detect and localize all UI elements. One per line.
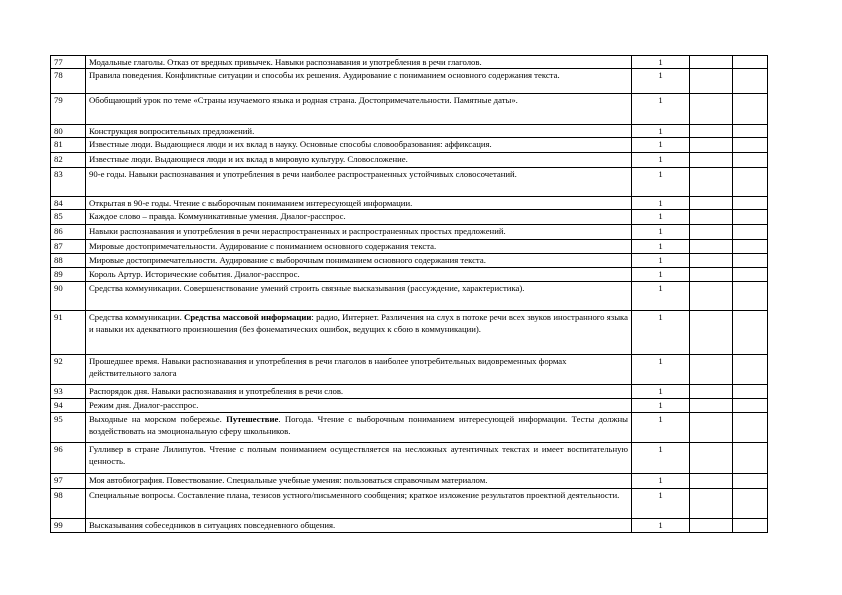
lesson-topic: Распорядок дня. Навыки распознавания и употребления в речи слов. bbox=[86, 385, 632, 399]
lesson-topic: Конструкция вопросительных предложений. bbox=[86, 125, 632, 138]
empty-cell bbox=[733, 240, 768, 254]
lesson-topic: Средства коммуникации. Совершенствование умений строить связные высказывания (рассуждение, характеристика). bbox=[86, 282, 632, 311]
lesson-hours: 1 bbox=[632, 197, 690, 210]
lesson-hours: 1 bbox=[632, 385, 690, 399]
lesson-topic: Обобщающий урок по теме «Страны изучаемого языка и родная страна. Достопримечательности. Памятные даты». bbox=[86, 94, 632, 125]
topic-text: Выходные на морском побережье. bbox=[89, 414, 227, 424]
table-row bbox=[51, 210, 768, 225]
empty-cell bbox=[733, 443, 768, 474]
lesson-hours: 1 bbox=[632, 489, 690, 519]
empty-cell bbox=[690, 240, 733, 254]
lesson-topic: Известные люди. Выдающиеся люди и их вклад в науку. Основные способы словообразования: аффиксация. bbox=[86, 138, 632, 153]
table-row bbox=[51, 240, 768, 254]
empty-cell bbox=[733, 69, 768, 94]
table-row bbox=[51, 125, 768, 138]
lesson-topic bbox=[86, 311, 632, 355]
lesson-number: 88 bbox=[51, 254, 86, 268]
lesson-number: 89 bbox=[51, 268, 86, 282]
empty-cell bbox=[690, 56, 733, 69]
empty-cell bbox=[733, 355, 768, 385]
empty-cell bbox=[733, 474, 768, 489]
empty-cell bbox=[733, 399, 768, 413]
lesson-topic: Режим дня. Диалог-расспрос. bbox=[86, 399, 632, 413]
lesson-hours: 1 bbox=[632, 282, 690, 311]
lesson-number: 84 bbox=[51, 197, 86, 210]
lesson-hours: 1 bbox=[632, 268, 690, 282]
table-row bbox=[51, 443, 768, 474]
empty-cell bbox=[690, 282, 733, 311]
topic-text: Средства коммуникации. bbox=[89, 312, 185, 322]
lesson-number: 93 bbox=[51, 385, 86, 399]
empty-cell bbox=[690, 443, 733, 474]
empty-cell bbox=[733, 268, 768, 282]
lesson-number: 95 bbox=[51, 413, 86, 443]
empty-cell bbox=[690, 94, 733, 125]
empty-cell bbox=[733, 197, 768, 210]
table-row bbox=[51, 69, 768, 94]
topic-text-bold: Путешествие bbox=[226, 414, 279, 424]
lesson-hours: 1 bbox=[632, 311, 690, 355]
empty-cell bbox=[733, 138, 768, 153]
empty-cell bbox=[733, 56, 768, 69]
empty-cell bbox=[733, 489, 768, 519]
empty-cell bbox=[690, 489, 733, 519]
table-row bbox=[51, 153, 768, 168]
lesson-plan-table bbox=[50, 55, 768, 533]
empty-cell bbox=[690, 474, 733, 489]
topic-text-bold: Средства массовой информации bbox=[184, 312, 312, 322]
lesson-hours: 1 bbox=[632, 153, 690, 168]
lesson-topic: Мировые достопримечательности. Аудирование с пониманием основного содержания текста. bbox=[86, 240, 632, 254]
lesson-topic: Открытая в 90-е годы. Чтение с выборочным пониманием интересующей информации. bbox=[86, 197, 632, 210]
lesson-number: 94 bbox=[51, 399, 86, 413]
lesson-topic: Моя автобиография. Повествование. Специальные учебные умения: пользоваться справочным материалом. bbox=[86, 474, 632, 489]
lesson-hours: 1 bbox=[632, 413, 690, 443]
lesson-number: 87 bbox=[51, 240, 86, 254]
table-row bbox=[51, 56, 768, 69]
empty-cell bbox=[733, 168, 768, 197]
empty-cell bbox=[733, 311, 768, 355]
empty-cell bbox=[733, 282, 768, 311]
lesson-number: 99 bbox=[51, 519, 86, 533]
empty-cell bbox=[690, 138, 733, 153]
empty-cell bbox=[690, 413, 733, 443]
lesson-number: 81 bbox=[51, 138, 86, 153]
lesson-hours: 1 bbox=[632, 474, 690, 489]
empty-cell bbox=[733, 210, 768, 225]
empty-cell bbox=[733, 254, 768, 268]
lesson-number: 91 bbox=[51, 311, 86, 355]
table-row bbox=[51, 399, 768, 413]
empty-cell bbox=[733, 94, 768, 125]
lesson-topic bbox=[86, 413, 632, 443]
table-row bbox=[51, 138, 768, 153]
table-row bbox=[51, 311, 768, 355]
table-row bbox=[51, 355, 768, 385]
empty-cell bbox=[690, 210, 733, 225]
empty-cell bbox=[690, 153, 733, 168]
lesson-hours: 1 bbox=[632, 69, 690, 94]
empty-cell bbox=[690, 311, 733, 355]
lesson-number: 96 bbox=[51, 443, 86, 474]
lesson-hours: 1 bbox=[632, 240, 690, 254]
lesson-hours: 1 bbox=[632, 443, 690, 474]
lesson-hours: 1 bbox=[632, 225, 690, 240]
empty-cell bbox=[733, 125, 768, 138]
empty-cell bbox=[690, 168, 733, 197]
lesson-topic: Прошедшее время. Навыки распознавания и употребления в речи глаголов в наиболее употребительных видовременных формах действительного залога bbox=[86, 355, 632, 385]
lesson-number: 90 bbox=[51, 282, 86, 311]
table-row bbox=[51, 282, 768, 311]
empty-cell bbox=[690, 385, 733, 399]
lesson-hours: 1 bbox=[632, 94, 690, 125]
lesson-number: 92 bbox=[51, 355, 86, 385]
lesson-number: 83 bbox=[51, 168, 86, 197]
lesson-hours: 1 bbox=[632, 254, 690, 268]
table-row bbox=[51, 225, 768, 240]
lesson-topic: Мировые достопримечательности. Аудирование с выборочным пониманием основного содержания текста. bbox=[86, 254, 632, 268]
lesson-hours: 1 bbox=[632, 125, 690, 138]
table-row bbox=[51, 519, 768, 533]
lesson-topic: Навыки распознавания и употребления в речи нераспространенных и распространенных простых предложений. bbox=[86, 225, 632, 240]
lesson-number: 97 bbox=[51, 474, 86, 489]
lesson-hours: 1 bbox=[632, 168, 690, 197]
table-row bbox=[51, 94, 768, 125]
lesson-hours: 1 bbox=[632, 56, 690, 69]
empty-cell bbox=[690, 197, 733, 210]
empty-cell bbox=[690, 268, 733, 282]
lesson-topic: Специальные вопросы. Составление плана, тезисов устного/письменного сообщения; краткое изложение результатов проектной деятельности. bbox=[86, 489, 632, 519]
topic-text: : радио, Интернет. Различения на слух в потоке речи всех звуков иностранного языка и навыки их адекватного произношения (без фонематических ошибок, ведущих к сбою в коммуникации). bbox=[89, 312, 628, 334]
empty-cell bbox=[733, 385, 768, 399]
table-row bbox=[51, 489, 768, 519]
lesson-topic: Известные люди. Выдающиеся люди и их вклад в мировую культуру. Словосложение. bbox=[86, 153, 632, 168]
lesson-topic: Высказывания собеседников в ситуациях повседневного общения. bbox=[86, 519, 632, 533]
empty-cell bbox=[733, 225, 768, 240]
table-row bbox=[51, 413, 768, 443]
lesson-topic: Каждое слово – правда. Коммуникативные умения. Диалог-расспрос. bbox=[86, 210, 632, 225]
empty-cell bbox=[690, 399, 733, 413]
lesson-topic: Король Артур. Исторические события. Диалог-расспрос. bbox=[86, 268, 632, 282]
lesson-hours: 1 bbox=[632, 138, 690, 153]
table-row bbox=[51, 197, 768, 210]
lesson-number: 77 bbox=[51, 56, 86, 69]
table-row bbox=[51, 474, 768, 489]
empty-cell bbox=[690, 125, 733, 138]
lesson-number: 79 bbox=[51, 94, 86, 125]
lesson-number: 82 bbox=[51, 153, 86, 168]
empty-cell bbox=[690, 69, 733, 94]
empty-cell bbox=[690, 254, 733, 268]
empty-cell bbox=[690, 355, 733, 385]
lesson-number: 86 bbox=[51, 225, 86, 240]
table-row bbox=[51, 268, 768, 282]
empty-cell bbox=[690, 519, 733, 533]
empty-cell bbox=[733, 519, 768, 533]
lesson-hours: 1 bbox=[632, 399, 690, 413]
lesson-topic: Гулливер в стране Лилипутов. Чтение с полным пониманием осуществляется на несложных аутентичных текстах и имеет воспитательную ценность. bbox=[86, 443, 632, 474]
lesson-hours: 1 bbox=[632, 210, 690, 225]
empty-cell bbox=[690, 225, 733, 240]
lesson-topic: 90-е годы. Навыки распознавания и употребления в речи наиболее распространенных устойчивых словосочетаний. bbox=[86, 168, 632, 197]
lesson-hours: 1 bbox=[632, 355, 690, 385]
lesson-number: 80 bbox=[51, 125, 86, 138]
lesson-topic: Модальные глаголы. Отказ от вредных привычек. Навыки распознавания и употребления в речи глаголов. bbox=[86, 56, 632, 69]
empty-cell bbox=[733, 413, 768, 443]
lesson-number: 98 bbox=[51, 489, 86, 519]
lesson-hours: 1 bbox=[632, 519, 690, 533]
table-row bbox=[51, 385, 768, 399]
lesson-topic: Правила поведения. Конфликтные ситуации и способы их решения. Аудирование с пониманием основного содержания текста. bbox=[86, 69, 632, 94]
lesson-number: 85 bbox=[51, 210, 86, 225]
topic-text: . Погода. Чтение с выборочным пониманием интересующей информации. Тесты должны воздействовать на эмоциональную сферу школьников. bbox=[89, 414, 628, 436]
table-row bbox=[51, 254, 768, 268]
empty-cell bbox=[733, 153, 768, 168]
lesson-number: 78 bbox=[51, 69, 86, 94]
table-row bbox=[51, 168, 768, 197]
